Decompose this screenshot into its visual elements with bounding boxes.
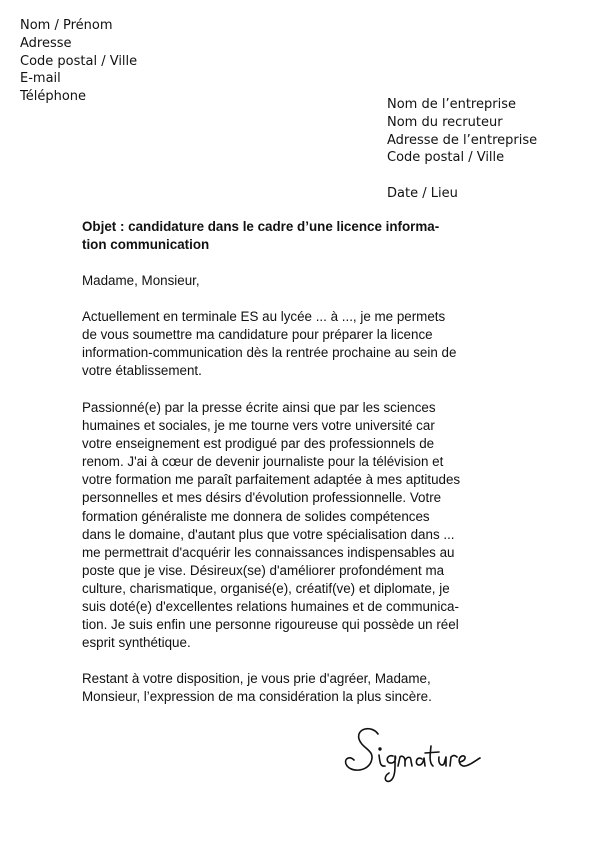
paragraph-line: de vous soumettre ma candidature pour préparer la licence [82,327,433,343]
sender-address-block [20,17,137,106]
salutation: Madame, Monsieur, [82,273,200,288]
paragraph-line: votre enseignement est prodigué par des professionnels de [82,436,435,452]
paragraph-line: Actuellement en terminale ES au lycée ... à ..., je me permets [82,309,446,324]
paragraph-line: culture, charismatique, organisé(e), créatif(ve) et diplomate, je [82,580,450,596]
body-paragraph-1 [82,308,522,380]
paragraph-line: information-communication dès la rentrée prochaine au sein de [82,345,457,361]
recipient-address-block [387,96,537,167]
body-paragraph-2 [82,399,522,652]
recipient-postal-city: Code postal / Ville [387,150,505,166]
paragraph-line: suis doté(e) d'excellentes relations humaines et de communica- [82,599,459,615]
paragraph-line: tion. Je suis enfin une personne rigoureuse qui possède un réel [82,617,459,633]
paragraph-line: votre établissement. [82,363,202,379]
paragraph-line: poste que je vise. Désireux(se) d'améliorer profondément ma [82,562,445,578]
sender-address: Adresse [20,35,72,51]
subject-line: tion communication [82,237,210,253]
sender-phone: Téléphone [20,89,87,105]
subject-line: Objet : candidature dans le cadre d’une licence informa- [82,219,440,234]
sender-name: Nom / Prénom [20,18,113,33]
paragraph-line: renom. J'ai à cœur de devenir journaliste pour la télévision et [82,454,444,470]
paragraph-line: votre formation me paraît parfaitement adaptée à mes aptitudes [82,472,461,488]
paragraph-line: Restant à votre disposition, je vous prie d'agréer, Madame, [82,671,431,686]
paragraph-line: esprit synthétique. [82,635,191,651]
recipient-company: Nom de l’entreprise [387,97,516,112]
paragraph-line: Monsieur, l’expression de ma considération la plus sincère. [82,689,432,705]
paragraph-line: personnelles et mes désirs d'évolution professionnelle. Votre [82,490,442,506]
paragraph-line: formation généraliste me donnera de solides compétences [82,508,430,524]
body-paragraph-3 [82,670,522,706]
sender-email: E-mail [20,71,61,87]
sender-postal-city: Code postal / Ville [20,53,138,69]
recipient-recruiter: Nom du recruteur [387,114,503,130]
handwritten-signature [338,722,488,790]
paragraph-line: dans le domaine, d'autant plus que votre spécialisation dans ... [82,526,455,542]
date-place: Date / Lieu [387,186,458,201]
paragraph-line: me permettrait d'acquérir les connaissances indispensables au [82,544,455,560]
recipient-address: Adresse de l’entreprise [387,132,538,148]
paragraph-line: humaines et sociales, je me tourne vers votre université car [82,418,435,434]
paragraph-line: Passionné(e) par la presse écrite ainsi que par les sciences [82,400,436,415]
letter-subject [82,218,512,254]
